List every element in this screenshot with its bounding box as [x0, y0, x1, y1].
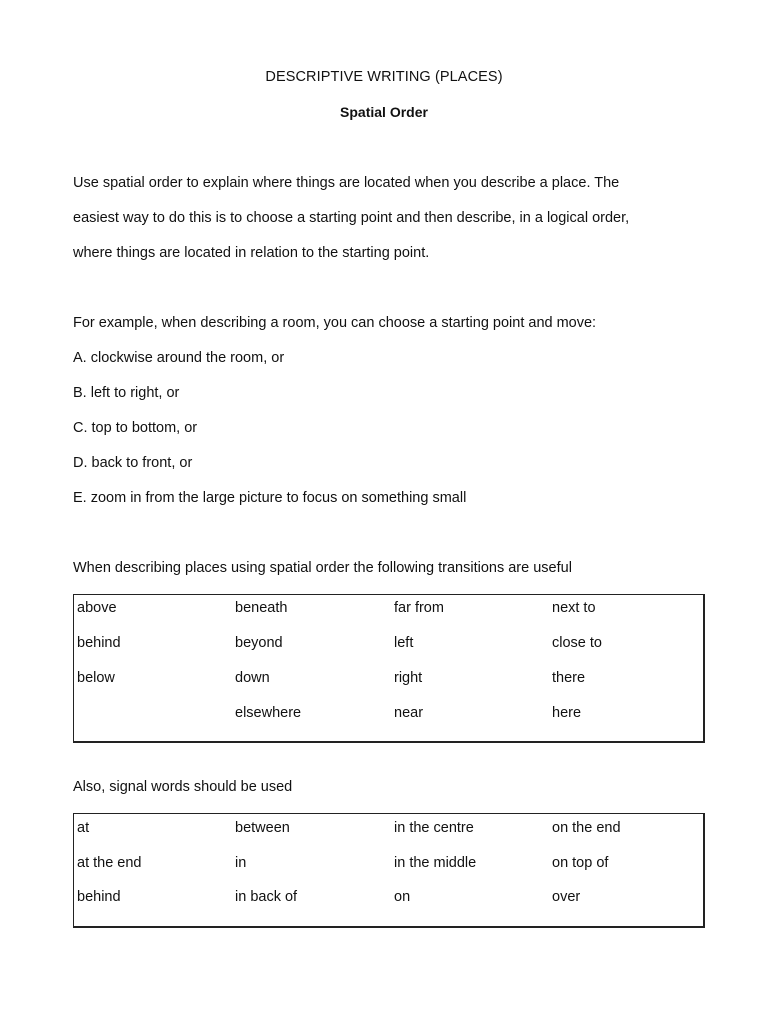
table-cell: elsewhere [235, 705, 302, 721]
table-cell: beneath [235, 600, 288, 616]
intro-line-1: Use spatial order to explain where things are located when you describe a place. The [73, 175, 620, 191]
table-cell: between [235, 820, 290, 836]
intro-line-2: easiest way to do this is to choose a starting point and then describe, in a logical order, [73, 210, 630, 226]
table-cell: behind [77, 889, 121, 905]
table-cell: above [77, 600, 117, 616]
table-cell: in back of [235, 889, 298, 905]
transitions-intro: When describing places using spatial order the following transitions are useful [73, 560, 572, 576]
option-e: E. zoom in from the large picture to focus on something small [73, 490, 467, 506]
page-subtitle: Spatial Order [340, 104, 428, 120]
option-c: C. top to bottom, or [73, 420, 198, 436]
option-b: B. left to right, or [73, 385, 180, 401]
table-cell: far from [394, 600, 444, 616]
option-d: D. back to front, or [73, 455, 193, 471]
table-cell: behind [77, 635, 121, 651]
intro-line-3: where things are located in relation to the starting point. [73, 245, 430, 261]
table-cell: down [235, 670, 270, 686]
table-cell: on [394, 889, 411, 905]
table-cell: near [394, 705, 424, 721]
table-cell: close to [552, 635, 602, 651]
transitions-table [73, 594, 705, 743]
table-cell: at the end [77, 855, 142, 871]
table-cell: here [552, 705, 582, 721]
signal-words-table [73, 813, 705, 928]
table-cell: left [394, 635, 414, 651]
table-cell: in the middle [394, 855, 477, 871]
page-title: DESCRIPTIVE WRITING (PLACES) [265, 69, 503, 85]
example-intro: For example, when describing a room, you can choose a starting point and move: [73, 315, 597, 331]
table-cell: on top of [552, 855, 609, 871]
table-cell: at [77, 820, 90, 836]
table-cell: in [235, 855, 247, 871]
table-cell: on the end [552, 820, 621, 836]
table-cell: in the centre [394, 820, 474, 836]
signal-intro: Also, signal words should be used [73, 779, 293, 795]
option-a: A. clockwise around the room, or [73, 350, 285, 366]
table-cell: over [552, 889, 581, 905]
table-cell: below [77, 670, 115, 686]
table-cell: beyond [235, 635, 283, 651]
table-cell: there [552, 670, 586, 686]
table-cell: next to [552, 600, 596, 616]
table-cell: right [394, 670, 423, 686]
